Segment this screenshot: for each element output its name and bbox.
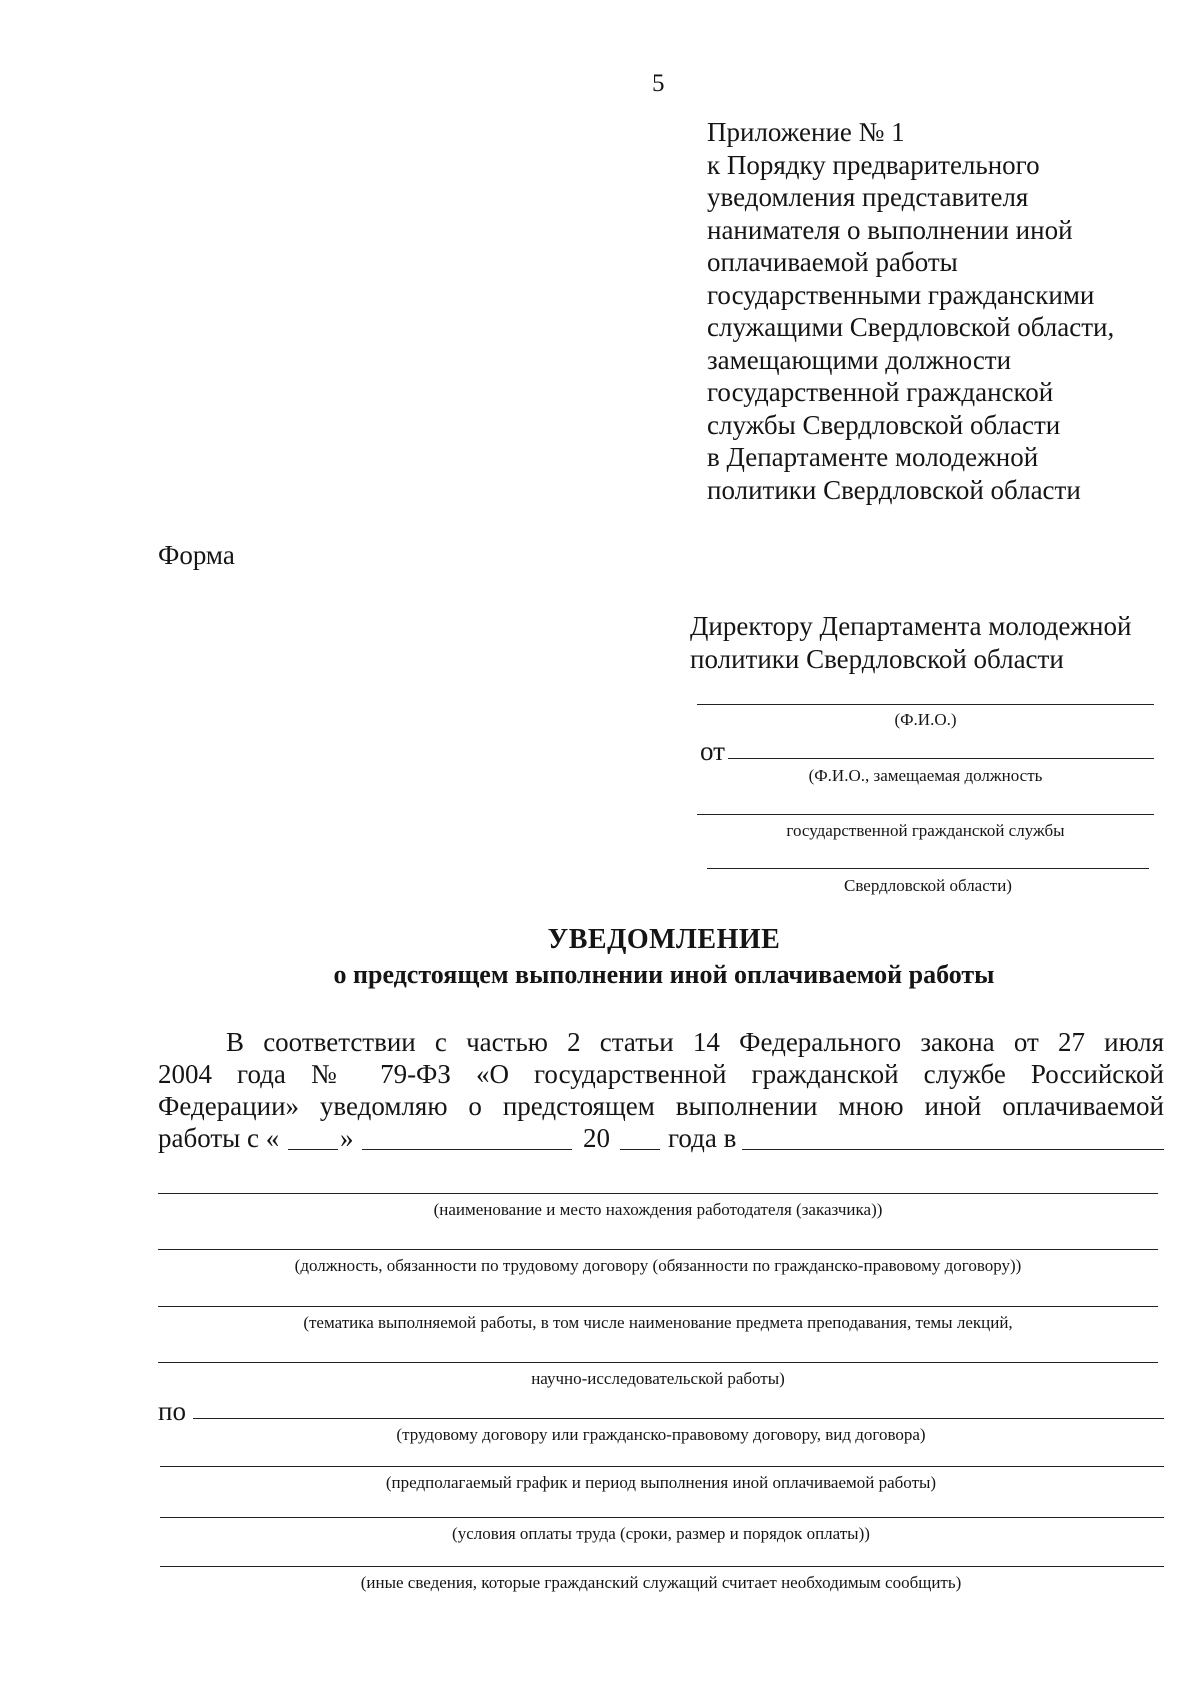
appendix-line: государственными гражданскими — [707, 279, 1095, 310]
from-caption: (Ф.И.О., замещаемая должность — [808, 766, 1043, 785]
body-line-4-year: 20 — [583, 1123, 610, 1153]
from-field[interactable] — [728, 758, 1154, 759]
from-label: от — [700, 736, 725, 766]
day-field[interactable] — [288, 1149, 338, 1150]
page-number: 5 — [652, 70, 665, 97]
body-line-4-prefix: работы с « — [158, 1123, 280, 1153]
employer-caption: (наименование и место нахождения работодателя (заказчика)) — [433, 1200, 883, 1219]
position-caption: (должность, обязанности по трудовому договору (обязанности по гражданско-правовому договору)) — [294, 1256, 1022, 1275]
appendix-line: к Порядку предварительного — [707, 149, 1040, 180]
addressee-fio-field[interactable] — [697, 704, 1154, 705]
employer-field[interactable] — [158, 1193, 1158, 1194]
contract-caption: (трудовому договору или гражданско-правовому договору, вид договора) — [396, 1425, 926, 1444]
appendix-line: замещающими должности — [707, 344, 1012, 375]
position-field[interactable] — [158, 1249, 1158, 1250]
appendix-block — [707, 116, 1114, 506]
appendix-line: уведомления представителя — [707, 182, 1029, 212]
addressee-line: Директору Департамента молодежной — [690, 611, 1132, 641]
topic-field-2[interactable] — [158, 1362, 1158, 1363]
body-line-4-quote: » — [340, 1123, 354, 1153]
body-line-1: В соответствии с частью 2 статьи 14 Федерального закона от 27 июля — [226, 1027, 1164, 1057]
employer-inline-field[interactable] — [742, 1149, 1164, 1150]
from-caption-3: Свердловской области) — [844, 876, 1012, 895]
appendix-line: службы Свердловской области — [707, 409, 1061, 440]
other-info-caption: (иные сведения, которые гражданский служащий считает необходимым сообщить) — [360, 1573, 962, 1592]
contract-field[interactable] — [193, 1418, 1164, 1419]
year-field[interactable] — [620, 1149, 660, 1150]
from-field-2[interactable] — [697, 814, 1154, 815]
appendix-line: оплачиваемой работы — [707, 247, 958, 277]
topic-caption-2: научно-исследовательской работы) — [531, 1369, 785, 1388]
topic-caption: (тематика выполняемой работы, в том числе наименование предмета преподавания, темы лекций, — [303, 1313, 1013, 1332]
appendix-line: служащими Свердловской области, — [707, 312, 1115, 342]
appendix-line: государственной гражданской — [707, 377, 1054, 407]
appendix-line: Приложение № 1 — [707, 117, 905, 147]
from-caption-2: государственной гражданской службы — [786, 821, 1065, 840]
body-line-4-suffix: года в — [668, 1123, 737, 1153]
topic-field[interactable] — [158, 1306, 1158, 1307]
body-line-3: Федерации» уведомляю о предстоящем выполнении мною иной оплачиваемой — [158, 1091, 1164, 1121]
po-label: по — [158, 1396, 186, 1426]
other-info-field[interactable] — [160, 1566, 1164, 1567]
schedule-caption: (предполагаемый график и период выполнения иной оплачиваемой работы) — [385, 1473, 937, 1492]
payment-field[interactable] — [160, 1517, 1164, 1518]
form-label: Форма — [158, 540, 235, 570]
body-line-2: 2004 года № 79-ФЗ «О государственной гражданской службе Российской — [158, 1059, 1164, 1089]
addressee-fio-caption: (Ф.И.О.) — [894, 710, 957, 729]
appendix-line: в Департаменте молодежной — [707, 442, 1039, 472]
appendix-line: нанимателя о выполнении иной — [707, 214, 1073, 245]
from-field-3[interactable] — [707, 868, 1149, 869]
appendix-line: политики Свердловской области — [707, 474, 1081, 505]
addressee-block — [690, 610, 1131, 676]
month-field[interactable] — [362, 1149, 572, 1150]
payment-caption: (условия оплаты труда (сроки, размер и порядок оплаты)) — [452, 1524, 870, 1543]
addressee-line: политики Свердловской области — [690, 644, 1064, 674]
schedule-field[interactable] — [160, 1466, 1164, 1467]
document-title: УВЕДОМЛЕНИЕ — [547, 924, 781, 955]
document-subtitle: о предстоящем выполнении иной оплачиваемой работы — [333, 960, 995, 989]
